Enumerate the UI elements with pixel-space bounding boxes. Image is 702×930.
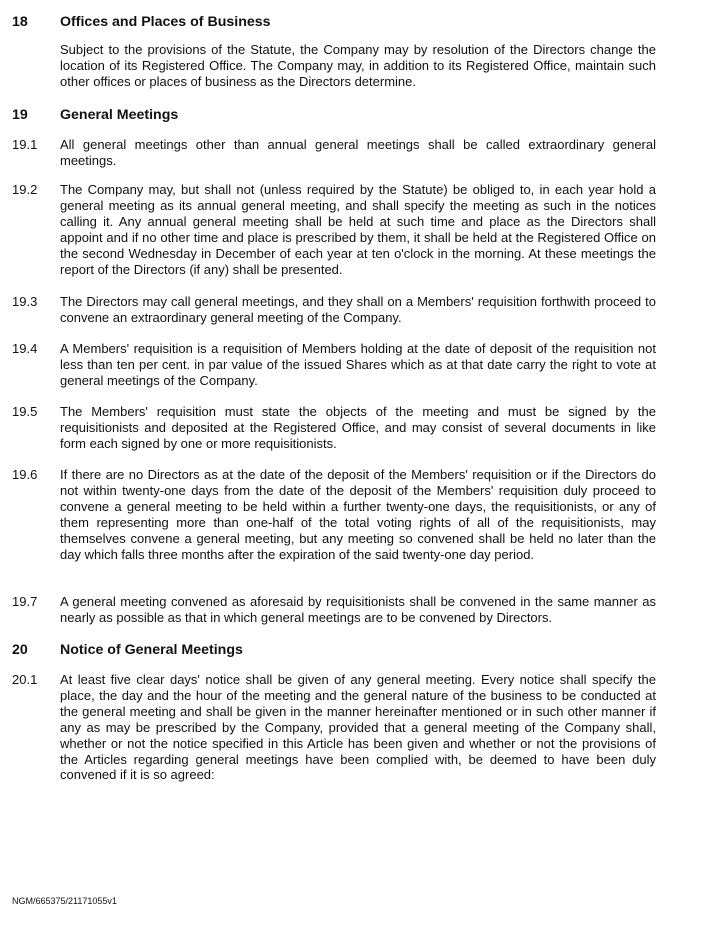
section-heading-18 (12, 13, 271, 31)
paragraph-number: 20.1 (12, 672, 38, 687)
paragraph-19-1 (12, 137, 656, 169)
paragraph-19-6 (12, 467, 656, 562)
paragraph-number: 19.2 (12, 182, 38, 197)
paragraph-number: 19.6 (12, 467, 38, 482)
paragraph-text: Subject to the provisions of the Statute, the Company may by resolution of the Directors change the location of its Registered Office. The Company may, in addition to its Registered Office, maintain such other offices or places of business as the Directors determine. (60, 42, 656, 89)
paragraph-20-1 (12, 672, 656, 783)
paragraph-text: The Members' requisition must state the objects of the meeting and must be signed by the requisitionists and deposited at the Registered Office, and may consist of several documents in like form each signed by one or more requisitionists. (60, 404, 656, 451)
section-heading-19 (12, 106, 178, 124)
paragraph-19-2 (12, 182, 656, 277)
paragraph-19-4 (12, 341, 656, 389)
paragraph-number: 19.1 (12, 137, 38, 152)
paragraph-text: At least five clear days' notice shall be given of any general meeting. Every notice shall specify the place, the day and the hour of the meeting and the general nature of the business to be conducted at the general meeting and shall be given in the manner hereinafter mentioned or in such other manner if any as may be prescribed by the Company, provided that a general meeting of the Company shall, whether or not the notice specified in this Article has been given and whether or not the provisions of the Articles regarding general meetings have been complied with, be deemed to have been duly convened if it is so agreed: (60, 672, 656, 783)
paragraph-18 (12, 42, 656, 90)
section-number: 18 (12, 14, 28, 30)
section-number: 20 (12, 642, 28, 658)
section-title: Offices and Places of Business (60, 14, 271, 30)
paragraph-19-5 (12, 404, 656, 452)
section-title: General Meetings (60, 107, 179, 123)
paragraph-text: If there are no Directors as at the date of the deposit of the Members' requisition or if the Directors do not within twenty-one days from the date of the deposit of the Members' requisition duly proceed to convene a general meeting to be held within a further twenty-one days, the requisitionists, or any of them representing more than one-half of the total voting rights of all of the requisitionists, may themselves convene a general meeting, but any meeting so convened shall be held no later than the day which falls three months after the expiration of the said twenty-one day period. (60, 467, 656, 562)
paragraph-number: 19.4 (12, 341, 38, 356)
paragraph-number: 19.3 (12, 294, 38, 309)
section-heading-20 (12, 641, 243, 659)
paragraph-number: 19.5 (12, 404, 38, 419)
paragraph-text: The Company may, but shall not (unless required by the Statute) be obliged to, in each year hold a general meeting as its annual general meeting, and shall specify the meeting as such in the notices calling it. Any annual general meeting shall be held at such time and place as the Directors shall appoint and if no other time and place is prescribed by them, it shall be held at the Registered Office on the second Wednesday in December of each year at ten o'clock in the morning. At these meetings the report of the Directors (if any) shall be presented. (60, 182, 656, 277)
document-reference-footer: NGM/665375/21171055v1 (12, 896, 117, 906)
paragraph-text: A general meeting convened as aforesaid by requisitionists shall be convened in the same manner as nearly as possible as that in which general meetings are to be convened by Directors. (60, 594, 656, 625)
paragraph-19-7 (12, 594, 656, 626)
paragraph-text: The Directors may call general meetings, and they shall on a Members' requisition forthwith proceed to convene an extraordinary general meeting of the Company. (60, 294, 656, 325)
paragraph-19-3 (12, 294, 656, 326)
paragraph-number: 19.7 (12, 594, 38, 609)
paragraph-text: All general meetings other than annual general meetings shall be called extraordinary general meetings. (60, 137, 656, 168)
section-title: Notice of General Meetings (60, 642, 243, 658)
section-number: 19 (12, 107, 28, 123)
paragraph-text: A Members' requisition is a requisition of Members holding at the date of deposit of the requisition not less than ten per cent. in par value of the issued Shares which as at that date carry the right to vote at general meetings of the Company. (60, 341, 656, 388)
